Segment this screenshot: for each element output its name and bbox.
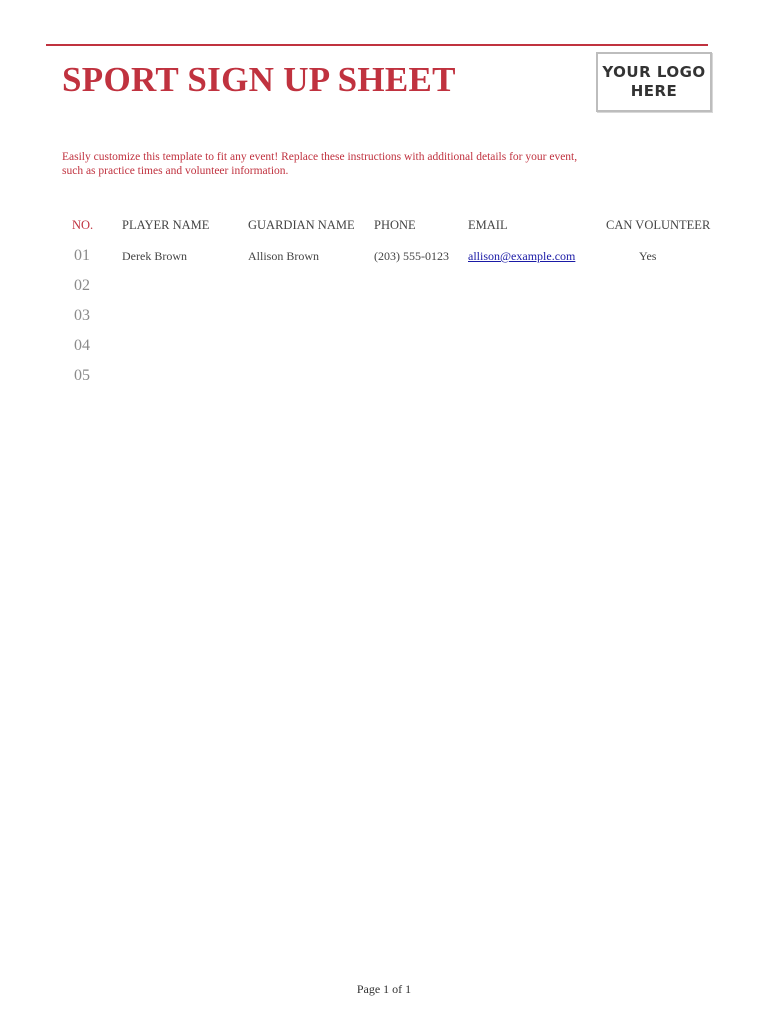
column-header-can-volunteer: CAN VOLUNTEER (606, 218, 711, 232)
instructions-text (62, 150, 622, 178)
row-number: 03 (74, 307, 90, 324)
can-volunteer-cell: Yes (639, 249, 657, 263)
column-header-phone: PHONE (374, 218, 416, 232)
page-footer: Page 1 of 1 (356, 982, 412, 996)
logo-placeholder (596, 52, 712, 112)
email-link[interactable]: allison@example.com (468, 249, 576, 263)
row-number: 02 (74, 277, 90, 294)
page-title: SPORT SIGN UP SHEET (62, 60, 456, 99)
column-header-player-name: PLAYER NAME (122, 218, 210, 232)
row-number: 05 (74, 367, 90, 384)
top-divider (46, 44, 708, 46)
logo-text-line1: YOUR LOGO (602, 63, 706, 81)
column-header-email: EMAIL (468, 218, 508, 232)
instructions-line1: Easily customize this template to fit any event! Replace these instructions with additional details for your event, (62, 151, 578, 163)
instructions-line2: such as practice times and volunteer information. (62, 165, 289, 177)
guardian-name-cell: Allison Brown (248, 249, 320, 263)
row-number: 01 (74, 247, 90, 264)
phone-cell: (203) 555-0123 (374, 249, 449, 263)
column-header-no: NO. (72, 218, 94, 232)
column-header-guardian-name: GUARDIAN NAME (248, 218, 355, 232)
player-name-cell: Derek Brown (122, 249, 187, 263)
row-number: 04 (74, 337, 90, 354)
logo-text-line2: HERE (630, 82, 678, 100)
